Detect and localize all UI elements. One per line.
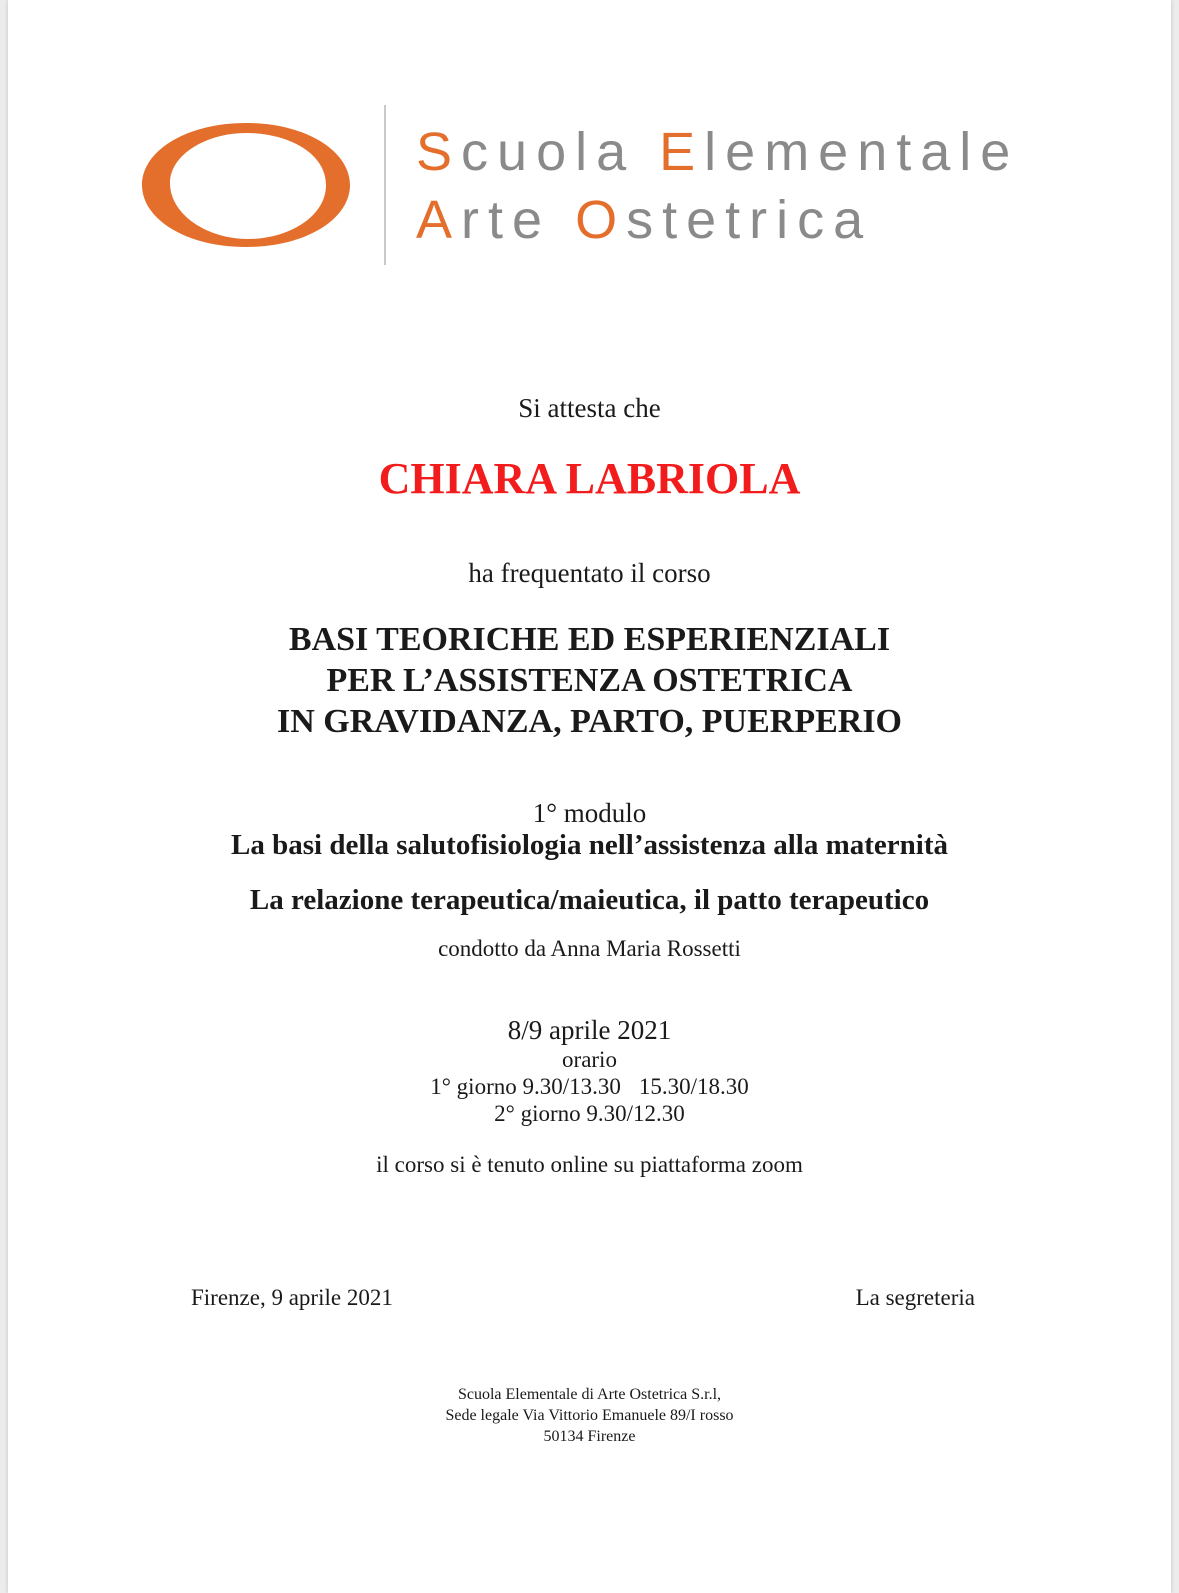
schedule-day-2: 2° giorno 9.30/12.30 bbox=[494, 1101, 685, 1126]
attended-text: ha frequentato il corso bbox=[468, 558, 711, 588]
online-note: il corso si è tenuto online su piattaforma zoom bbox=[376, 1152, 803, 1177]
footer-line-1: Scuola Elementale di Arte Ostetrica S.r.l, bbox=[457, 1386, 722, 1403]
module-title-1: La basi della salutofisiologia nell’assistenza alla maternità bbox=[231, 829, 948, 861]
logo-divider bbox=[384, 105, 386, 265]
conducted-by: condotto da Anna Maria Rossetti bbox=[438, 936, 741, 961]
signature-label: La segreteria bbox=[855, 1285, 975, 1310]
course-title-line-2: PER L’ASSISTENZA OSTETRICA bbox=[326, 662, 853, 699]
intro-text: Si attesta che bbox=[518, 393, 661, 423]
footer-address bbox=[8, 1384, 1171, 1447]
attendee-name: CHIARA LABRIOLA bbox=[378, 454, 801, 503]
logo-line-1: Scuola Elementale bbox=[416, 122, 1020, 182]
logo-o-mark bbox=[136, 121, 356, 249]
module-number: 1° modulo bbox=[532, 798, 647, 828]
schedule bbox=[8, 1046, 1171, 1127]
course-dates: 8/9 aprile 2021 bbox=[507, 1015, 672, 1045]
schedule-label: orario bbox=[562, 1047, 617, 1072]
module-title-2: La relazione terapeutica/maieutica, il patto terapeutico bbox=[249, 884, 930, 916]
course-title bbox=[8, 619, 1171, 742]
school-logo-text bbox=[416, 118, 1019, 254]
course-title-line-3: IN GRAVIDANZA, PARTO, PUERPERIO bbox=[276, 703, 903, 740]
place-and-date: Firenze, 9 aprile 2021 bbox=[191, 1285, 393, 1310]
schedule-day-1: 1° giorno 9.30/13.30 15.30/18.30 bbox=[430, 1074, 749, 1099]
footer-line-3: 50134 Firenze bbox=[543, 1428, 636, 1445]
footer-line-2: Sede legale Via Vittorio Emanuele 89/I rosso bbox=[445, 1407, 734, 1424]
logo-line-2: Arte Ostetrica bbox=[416, 190, 873, 250]
certificate-page bbox=[8, 0, 1171, 1593]
course-title-line-1: BASI TEORICHE ED ESPERIENZIALI bbox=[288, 621, 891, 658]
